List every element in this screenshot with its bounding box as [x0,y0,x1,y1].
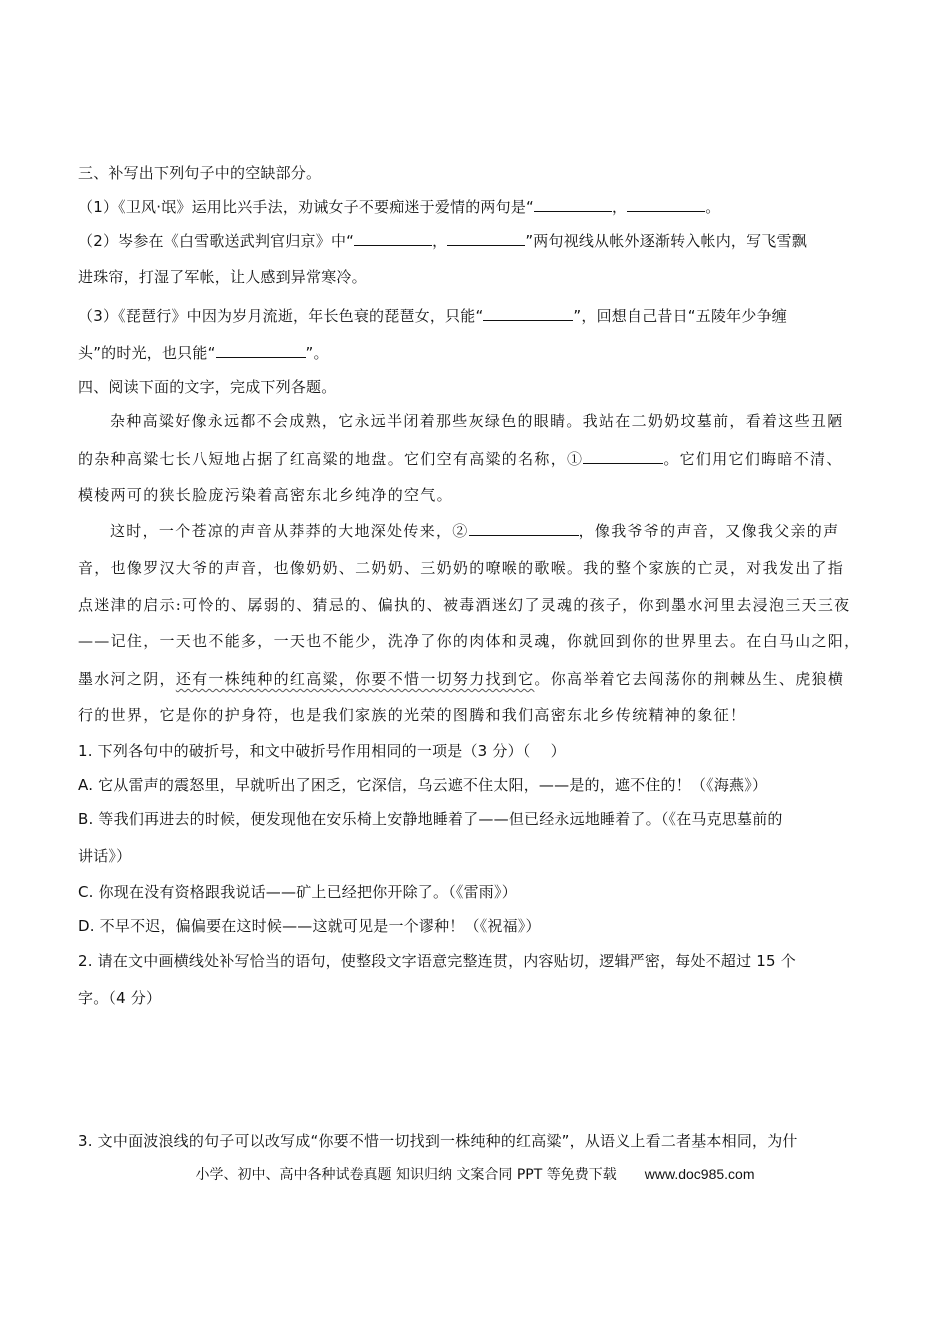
answer-blank[interactable] [447,231,525,246]
passage-p2-line4: ——记住，一天也不能多，一天也不能少，洗净了你的肉体和灵魂，你就回到你的世界里去。在白马山之阳， [78,632,861,650]
passage-p2-line5: 墨水河之阴，还有一株纯种的红高粱，你要不惜一切努力找到它。你高举着它去闯荡你的荆棘丛生、虎狼横 [78,670,845,688]
section3-q3: （3）《琵琶行》中因为岁月流逝，年长色衰的琵琶女，只能“ ”，回想自己昔日“五陵年少争缠 [78,307,787,325]
answer-blank[interactable] [354,231,432,246]
passage-p1-line2: 的杂种高粱七长八短地占据了红高粱的地盘。它们空有高粱的名称，① 。它们用它们晦暗不清、 [78,450,843,468]
option-b-line2: 讲话》） [78,847,132,865]
answer-blank[interactable] [534,197,612,212]
section3-q2: （2）岑参在《白雪歌送武判官归京》中“ ， ”两句视线从帐外逐渐转入帐内，写飞雪飘 [78,232,807,250]
question-3: 3. 文中面波浪线的句子可以改写成“你要不惜一切找到一株纯种的红高粱”，从语义上看二者基本相同，为什 [78,1132,798,1150]
question-2-line2: 字。（4 分） [78,989,162,1007]
section3-q1: （1）《卫风·氓》运用比兴手法，劝诫女子不要痴迷于爱情的两句是“ ， 。 [78,198,721,216]
answer-blank[interactable] [216,343,306,358]
wavy-underlined-sentence: 还有一株纯种的红高粱，你要不惜一切努力找到它 [175,670,535,688]
answer-blank-2[interactable] [469,521,579,536]
passage-p2-line1: 这时，一个苍凉的声音从莽莽的大地深处传来，② ，像我爷爷的声音，又像我父亲的声 [110,522,840,540]
question-2: 2. 请在文中画横线处补写恰当的语句，使整段文字语意完整连贯，内容贴切，逻辑严密，每处不超过 15 个 [78,952,796,970]
question-1: 1. 下列各句中的破折号，和文中破折号作用相同的一项是（3 分）（ ） [78,742,566,760]
option-c: C. 你现在没有资格跟我说话——矿上已经把你开除了。（《雷雨》） [78,883,517,901]
section3-heading: 三、补写出下列句子中的空缺部分。 [78,164,322,182]
option-b: B. 等我们再进去的时候，便发现他在安乐椅上安静地睡着了——但已经永远地睡着了。（《在马克思墓前的 [78,810,783,828]
answer-blank[interactable] [627,197,705,212]
passage-p1-line1: 杂种高粱好像永远都不会成熟，它永远半闭着那些灰绿色的眼睛。我站在二奶奶坟墓前，看着这些丑陋 [110,412,844,430]
passage-p2-line2: 音，也像罗汉大爷的声音，也像奶奶、二奶奶、三奶奶的嘹喉的歌喉。我的整个家族的亡灵，对我发出了指 [78,559,845,577]
option-a: A. 它从雷声的震怒里，早就听出了困乏，它深信，乌云遮不住太阳，——是的，遮不住的！（《海燕》） [78,776,768,794]
passage-p2-line3: 点迷津的启示:可怜的、孱弱的、猜忌的、偏执的、被毒酒迷幻了灵魂的孩子，你到墨水河里去浸泡三天三夜 [78,596,851,614]
passage-p2-line6: 行的世界，它是你的护身符，也是我们家族的光荣的图腾和我们高密东北乡传统精神的象征！ [78,706,747,724]
footer-text: 小学、初中、高中各种试卷真题 知识归纳 文案合同 PPT 等免费下载 [195,1167,617,1183]
section4-heading: 四、阅读下面的文字，完成下列各题。 [78,378,337,396]
page-footer [0,1164,950,1184]
answer-blank-1[interactable] [583,449,663,464]
passage-p1-line3: 模棱两可的狭长脸庞污染着高密东北乡纯净的空气。 [78,486,453,504]
footer-site[interactable]: www.doc985.com [644,1166,755,1182]
section3-q2-line2: 进珠帘，打湿了军帐，让人感到异常寒冷。 [78,268,367,286]
answer-blank[interactable] [483,306,573,321]
option-d: D. 不早不迟，偏偏要在这时候——这就可见是一个谬种！（《祝福》） [78,917,541,935]
section3-q3-line2: 头”的时光，也只能“ ”。 [78,344,329,362]
